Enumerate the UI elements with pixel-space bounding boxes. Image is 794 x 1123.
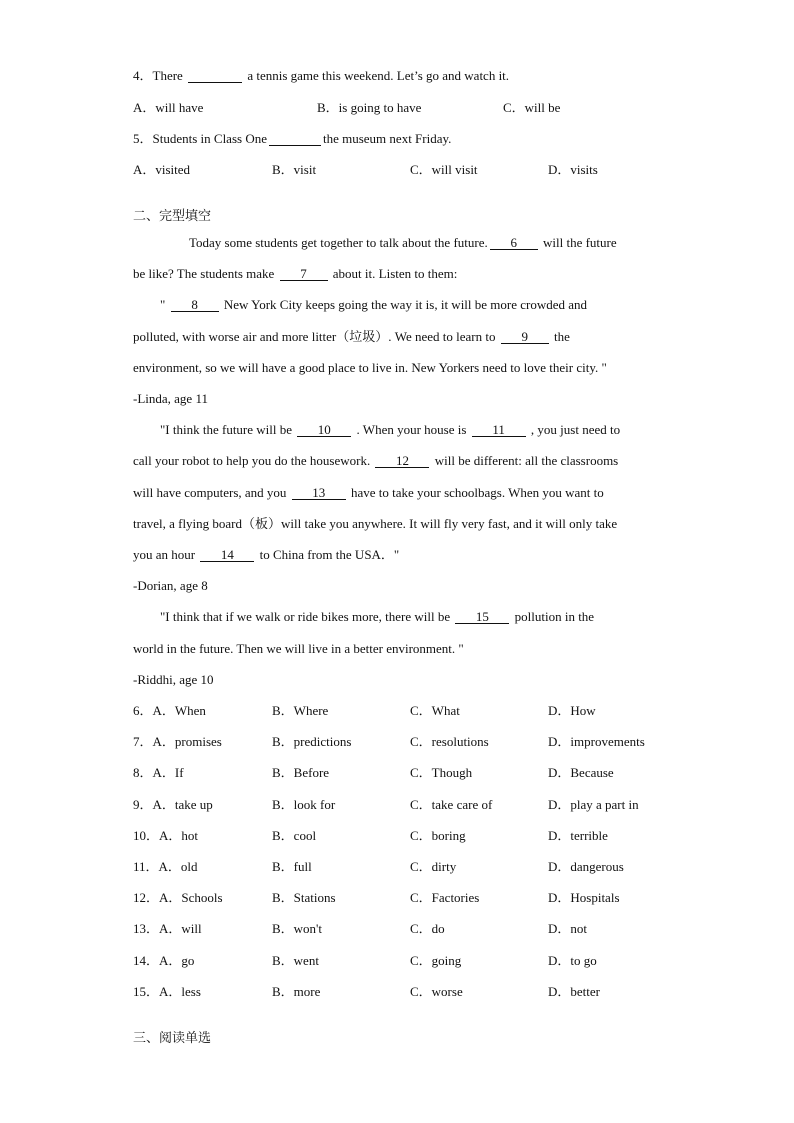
q5-stem-start: 5．Students in Class One bbox=[133, 131, 267, 146]
q15-option-c: C．worse bbox=[410, 984, 463, 999]
blank-15: 15 bbox=[455, 610, 509, 624]
blank-13: 13 bbox=[292, 486, 346, 500]
passage-text: polluted, with worse air and more litter（垃圾）. We need to learn to bbox=[133, 329, 496, 344]
q9-option-a: 9．A．take up bbox=[133, 797, 213, 812]
passage-line-12: world in the future. Then we will live in a better environment. " bbox=[133, 641, 464, 656]
q10-option-c: C．boring bbox=[410, 828, 466, 843]
blank-7: 7 bbox=[280, 267, 328, 281]
q14-option-c: C．going bbox=[410, 953, 462, 968]
q4-option-b: B．is going to have bbox=[317, 100, 422, 115]
q5-option-d: D．visits bbox=[548, 162, 598, 177]
passage-text: the bbox=[554, 329, 570, 344]
passage-line-2 bbox=[133, 266, 457, 282]
section-3-heading: 三、阅读单选 bbox=[133, 1031, 212, 1046]
passage-line-4 bbox=[133, 329, 570, 345]
q5-option-b: B．visit bbox=[272, 162, 317, 177]
passage-text: "I think the future will be bbox=[160, 422, 293, 437]
q11-option-a: 11．A．old bbox=[133, 859, 198, 874]
q5-option-c: C．will visit bbox=[410, 162, 478, 177]
passage-line-1 bbox=[189, 235, 617, 251]
passage-line-8 bbox=[133, 485, 604, 501]
q11-option-d: D．dangerous bbox=[548, 859, 624, 874]
passage-text: Today some students get together to talk about the future. bbox=[189, 235, 488, 250]
passage-text: pollution in the bbox=[514, 609, 595, 624]
passage-line-7 bbox=[133, 453, 618, 469]
q8-option-a: 8．A．If bbox=[133, 765, 184, 780]
q6-option-a: 6．A．When bbox=[133, 703, 206, 718]
q12-option-a: 12．A．Schools bbox=[133, 890, 223, 905]
q4-option-c: C．will be bbox=[503, 100, 561, 115]
q5-blank bbox=[269, 132, 321, 146]
passage-text: about it. Listen to them: bbox=[332, 266, 458, 281]
q13-option-d: D．not bbox=[548, 921, 588, 936]
q14-option-a: 14．A．go bbox=[133, 953, 195, 968]
passage-text: to China from the USA．" bbox=[259, 547, 400, 562]
q7-option-b: B．predictions bbox=[272, 734, 352, 749]
passage-line-10 bbox=[133, 547, 399, 563]
q5-option-a: A．visited bbox=[133, 162, 191, 177]
q7-option-d: D．improvements bbox=[548, 734, 645, 749]
q9-option-d: D．play a part in bbox=[548, 797, 639, 812]
q10-option-b: B．cool bbox=[272, 828, 317, 843]
q8-option-d: D．Because bbox=[548, 765, 614, 780]
q8-option-c: C．Though bbox=[410, 765, 473, 780]
q9-option-c: C．take care of bbox=[410, 797, 493, 812]
blank-6: 6 bbox=[490, 236, 538, 250]
q13-option-c: C．do bbox=[410, 921, 445, 936]
passage-text: New York City keeps going the way it is, it will be more crowded and bbox=[223, 297, 588, 312]
q4-option-a: A．will have bbox=[133, 100, 204, 115]
passage-text: call your robot to help you do the housework. bbox=[133, 453, 371, 468]
passage-text: will be different: all the classrooms bbox=[434, 453, 619, 468]
q6-option-b: B．Where bbox=[272, 703, 329, 718]
q6-option-d: D．How bbox=[548, 703, 596, 718]
q4-stem-start: 4．There bbox=[133, 68, 183, 83]
q7-option-a: 7．A．promises bbox=[133, 734, 222, 749]
q15-option-b: B．more bbox=[272, 984, 321, 999]
q8-option-b: B．Before bbox=[272, 765, 330, 780]
passage-text: , you just need to bbox=[530, 422, 621, 437]
passage-text: will the future bbox=[543, 235, 617, 250]
q4-blank bbox=[188, 69, 242, 83]
passage-line-6 bbox=[160, 422, 620, 438]
q14-option-b: B．went bbox=[272, 953, 319, 968]
passage-line-5: environment, so we will have a good place to live in. New Yorkers need to love their city. " bbox=[133, 360, 607, 375]
q7-option-c: C．resolutions bbox=[410, 734, 489, 749]
passage-line-3 bbox=[160, 297, 587, 313]
signature-linda: -Linda, age 11 bbox=[133, 391, 208, 406]
q13-option-a: 13．A．will bbox=[133, 921, 202, 936]
q12-option-c: C．Factories bbox=[410, 890, 480, 905]
q12-option-b: B．Stations bbox=[272, 890, 336, 905]
passage-text: have to take your schoolbags. When you want to bbox=[350, 485, 604, 500]
q13-option-b: B．won't bbox=[272, 921, 323, 936]
q14-option-d: D．to go bbox=[548, 953, 597, 968]
q15-option-d: D．better bbox=[548, 984, 600, 999]
passage-text: will have computers, and you bbox=[133, 485, 287, 500]
section-2-heading: 二、完型填空 bbox=[133, 209, 212, 224]
blank-12: 12 bbox=[375, 454, 429, 468]
passage-line-9: travel, a flying board（板）will take you anywhere. It will fly very fast, and it will only take bbox=[133, 516, 618, 531]
q11-option-c: C．dirty bbox=[410, 859, 457, 874]
q9-option-b: B．look for bbox=[272, 797, 336, 812]
blank-9: 9 bbox=[501, 330, 549, 344]
passage-line-11 bbox=[160, 609, 594, 625]
blank-14: 14 bbox=[200, 548, 254, 562]
q5-stem-end: the museum next Friday. bbox=[322, 131, 452, 146]
passage-text: . When your house is bbox=[356, 422, 467, 437]
passage-text: you an hour bbox=[133, 547, 196, 562]
question-5-stem bbox=[133, 131, 451, 147]
passage-text: " bbox=[160, 297, 166, 312]
signature-riddhi: -Riddhi, age 10 bbox=[133, 672, 214, 687]
q10-option-a: 10．A．hot bbox=[133, 828, 199, 843]
blank-11: 11 bbox=[472, 423, 526, 437]
q10-option-d: D．terrible bbox=[548, 828, 608, 843]
blank-8: 8 bbox=[171, 298, 219, 312]
signature-dorian: -Dorian, age 8 bbox=[133, 578, 208, 593]
q12-option-d: D．Hospitals bbox=[548, 890, 620, 905]
passage-text: "I think that if we walk or ride bikes more, there will be bbox=[160, 609, 451, 624]
q4-stem-end: a tennis game this weekend. Let’s go and watch it. bbox=[247, 68, 510, 83]
passage-text: be like? The students make bbox=[133, 266, 275, 281]
blank-10: 10 bbox=[297, 423, 351, 437]
q11-option-b: B．full bbox=[272, 859, 312, 874]
question-4-stem bbox=[133, 68, 509, 84]
q6-option-c: C．What bbox=[410, 703, 460, 718]
q15-option-a: 15．A．less bbox=[133, 984, 201, 999]
